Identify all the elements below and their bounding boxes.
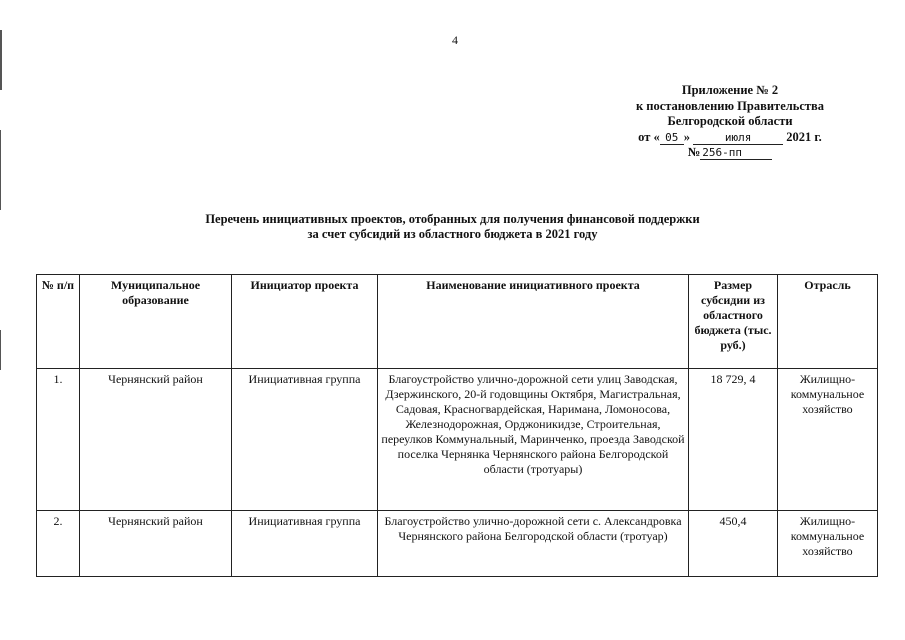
date-mid: » <box>683 129 691 144</box>
header-subsidy: Размер субсидии из областного бюджета (тыс. руб.) <box>689 275 778 369</box>
cell-municipality: Чернянский район <box>80 369 232 511</box>
appendix-number <box>600 145 860 161</box>
cell-project-name: Благоустройство улично-дорожной сети с. Александровка Чернянского района Белгородской области (тротуар) <box>378 511 689 577</box>
header-initiator: Инициатор проекта <box>232 275 378 369</box>
table-row <box>37 511 878 577</box>
scan-artifact <box>0 130 1 210</box>
cell-num: 2. <box>37 511 80 577</box>
appendix-date <box>600 130 860 146</box>
appendix-title: Приложение № 2 <box>681 83 779 97</box>
cell-initiator: Инициативная группа <box>232 369 378 511</box>
date-month: июля <box>693 132 783 145</box>
scan-artifact <box>0 30 2 90</box>
cell-subsidy: 450,4 <box>689 511 778 577</box>
cell-subsidy: 18 729, 4 <box>689 369 778 511</box>
scan-artifact <box>0 330 1 370</box>
date-year: 2021 г. <box>786 129 822 144</box>
header-num: № п/п <box>37 275 80 369</box>
appendix-region: Белгородской области <box>667 114 793 128</box>
header-project-name: Наименование инициативного проекта <box>378 275 689 369</box>
title-line-2: за счет субсидий из областного бюджета в 2021 году <box>307 227 598 241</box>
cell-num: 1. <box>37 369 80 511</box>
number-prefix: № <box>687 145 701 159</box>
cell-initiator: Инициативная группа <box>232 511 378 577</box>
document-title <box>150 212 755 242</box>
cell-project-name: Благоустройство улично-дорожной сети улиц Заводская, Дзержинского, 20-й годовщины Октября, Магистральная, Садовая, Красногвардейская, Наримана, Ломоносова, Железнодорожная, Орджоникидзе, Строительная, переулков Коммунальный, Маринченко, проезда Заводской поселка Чернянка Чернянского района Белгородской области (тротуары) <box>378 369 689 511</box>
date-prefix: от « <box>638 129 660 144</box>
appendix-reference: к постановлению Правительства <box>635 98 825 113</box>
page-number: 4 <box>452 33 458 47</box>
projects-table <box>36 274 878 577</box>
appendix-block <box>600 83 860 161</box>
cell-municipality: Чернянский район <box>80 511 232 577</box>
header-municipality: Муниципальное образование <box>80 275 232 369</box>
header-sector: Отрасль <box>778 275 878 369</box>
date-day: 05 <box>660 132 684 145</box>
table-row <box>37 369 878 511</box>
title-line-1: Перечень инициативных проектов, отобранных для получения финансовой поддержки <box>205 212 700 226</box>
cell-sector: Жилищно-коммунальное хозяйство <box>778 369 878 511</box>
table-header-row <box>37 275 878 369</box>
number-value: 256-пп <box>700 147 772 160</box>
cell-sector: Жилищно-коммунальное хозяйство <box>778 511 878 577</box>
